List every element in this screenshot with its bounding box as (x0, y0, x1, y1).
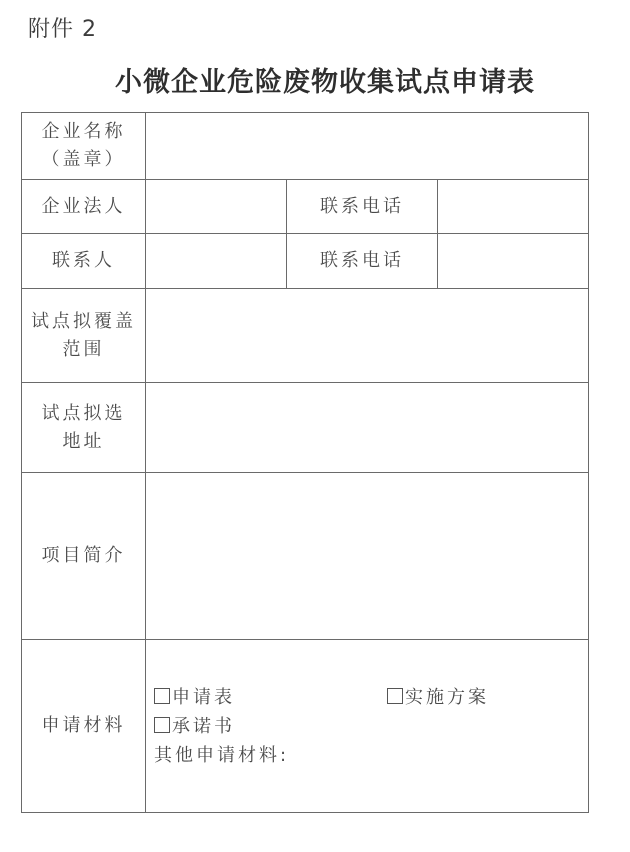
row-materials (22, 640, 589, 813)
project-intro-field[interactable] (146, 473, 589, 640)
site-address-field[interactable] (146, 383, 589, 473)
legal-person-phone-label: 联系电话 (287, 180, 438, 234)
coverage-label (22, 289, 146, 383)
row-legal-person (22, 180, 589, 234)
coverage-label-line1: 试点拟覆盖 (31, 310, 136, 332)
row-company-name (22, 113, 589, 180)
row-coverage (22, 289, 589, 383)
company-name-label-line1: 企业名称 (41, 121, 126, 142)
company-name-label (22, 113, 146, 180)
checkbox-implementation-plan[interactable] (387, 688, 403, 704)
commitment-letter-option[interactable] (154, 716, 235, 737)
row-site-address (22, 383, 589, 473)
site-address-label-line2: 地址 (62, 430, 105, 452)
legal-person-phone-field[interactable] (438, 180, 589, 234)
company-name-label-line2: （盖章） (41, 149, 126, 170)
coverage-field[interactable] (146, 289, 589, 383)
row-project-intro (22, 473, 589, 640)
application-form-option[interactable] (154, 687, 235, 708)
implementation-plan-option[interactable] (387, 683, 489, 712)
page-title: 小微企业危险废物收集试点申请表 (115, 67, 535, 98)
legal-person-field[interactable] (146, 180, 287, 234)
materials-field (146, 640, 589, 813)
materials-label: 申请材料 (22, 640, 146, 813)
legal-person-label: 企业法人 (22, 180, 146, 234)
contact-person-phone-field[interactable] (438, 234, 589, 289)
commitment-letter-option-label: 承诺书 (172, 715, 235, 737)
contact-person-field[interactable] (146, 234, 287, 289)
project-intro-label: 项目简介 (22, 473, 146, 640)
contact-person-label: 联系人 (22, 234, 146, 289)
checkbox-commitment-letter[interactable] (154, 717, 170, 733)
application-form-table (21, 112, 589, 813)
implementation-plan-option-label: 实施方案 (405, 686, 489, 708)
application-form-option-label: 申请表 (172, 686, 235, 708)
attachment-label: 附件 2 (28, 17, 97, 42)
site-address-label (22, 383, 146, 473)
other-materials-label: 其他申请材料: (154, 744, 290, 766)
coverage-label-line2: 范围 (62, 338, 105, 360)
materials-row-1 (154, 683, 588, 712)
checkbox-application-form[interactable] (154, 688, 170, 704)
site-address-label-line1: 试点拟选 (41, 402, 126, 424)
materials-row-2 (154, 712, 588, 741)
row-contact-person (22, 234, 589, 289)
contact-person-phone-label: 联系电话 (287, 234, 438, 289)
company-name-field[interactable] (146, 113, 589, 180)
